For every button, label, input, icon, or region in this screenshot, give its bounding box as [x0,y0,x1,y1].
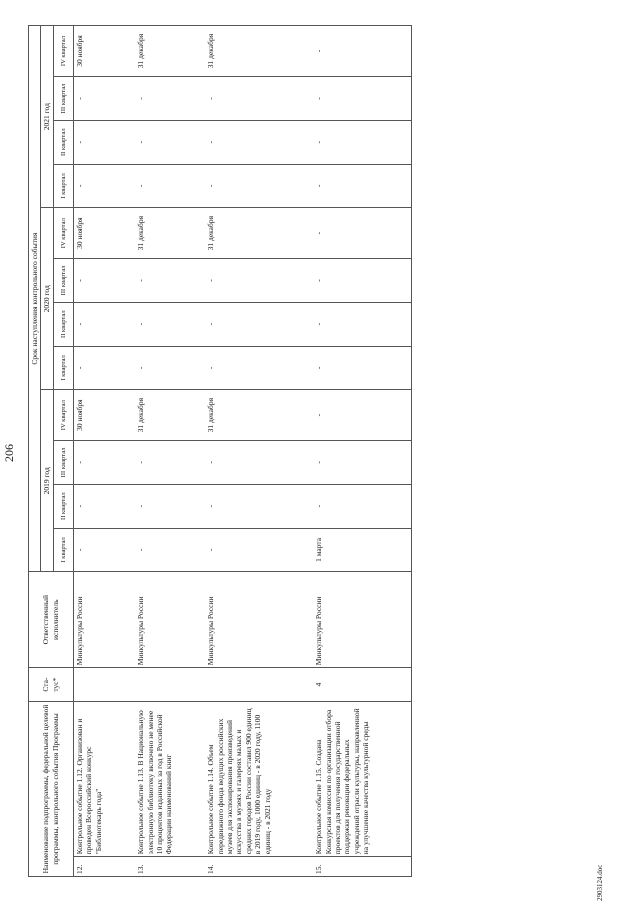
row-deadline-cell: - [205,441,313,485]
row-number: 14. [205,857,313,877]
table-row [205,26,313,877]
row-deadline-cell: - [135,302,205,346]
row-deadline-cell: - [135,346,205,390]
row-deadline-cell: 31 декабря [135,390,205,441]
row-deadline-cell: - [135,77,205,121]
row-status [135,668,205,702]
header-quarter: III квартал [53,259,73,303]
header-quarter: IV квартал [53,390,73,441]
header-year-2021: 2021 год [41,26,53,208]
row-deadline-cell: 30 ноября [73,390,135,441]
header-name: Наименование подпрограммы, федеральной целевой программы, контрольного события Программы [29,702,74,877]
header-quarter: IV квартал [53,208,73,259]
row-deadline-cell: - [205,77,313,121]
row-status: 4 [313,668,411,702]
row-deadline-cell: - [73,164,135,208]
row-deadline-cell: 1 марта [313,528,411,572]
header-year-2020: 2020 год [41,208,53,390]
header-quarter: I квартал [53,528,73,572]
row-responsible: Минкультуры России [73,572,135,668]
header-quarter: II квартал [53,302,73,346]
row-deadline-cell: - [313,164,411,208]
header-year-2019: 2019 год [41,390,53,572]
row-deadline-cell: - [73,346,135,390]
row-deadline-cell: - [313,77,411,121]
header-quarter: III квартал [53,77,73,121]
table-row [135,26,205,877]
row-responsible: Минкультуры России [313,572,411,668]
row-deadline-cell: - [313,26,411,77]
row-deadline-cell: 30 ноября [73,26,135,77]
row-deadline-cell: - [205,528,313,572]
row-deadline-cell: - [205,120,313,164]
row-deadline-cell: - [313,302,411,346]
footer-doc-id: 2903124.doc [596,864,604,901]
row-deadline-cell: - [205,259,313,303]
row-deadline-cell: 31 декабря [205,26,313,77]
row-deadline-cell: - [73,77,135,121]
row-deadline-cell: - [205,164,313,208]
row-deadline-cell: - [313,120,411,164]
row-deadline-cell: - [73,259,135,303]
control-events-table [28,25,412,877]
row-deadline-cell: - [73,120,135,164]
row-deadline-cell: - [313,346,411,390]
row-deadline-cell: - [313,484,411,528]
row-event-name: Контрольное событие 1.12. Организован и проведен Всероссийский конкурс "Библиотекарь года" [73,702,135,857]
row-deadline-cell: - [313,390,411,441]
row-deadline-cell: - [205,346,313,390]
row-deadline-cell: - [135,259,205,303]
row-deadline-cell: 31 декабря [135,26,205,77]
row-responsible: Минкультуры России [135,572,205,668]
row-event-name: Контрольное событие 1.13. В Национальную электронную библиотеку включено не менее 10 процентов изданных за год в Российской Федерации наименований книг [135,702,205,857]
header-quarter: III квартал [53,441,73,485]
row-deadline-cell: - [313,259,411,303]
row-event-name: Контрольное событие 1.14. Объем передвижного фонда ведущих российских музеев для экспонирования произведений искусства в музеях и галереях малых и средних городов России составил 900 единиц в 2019 году, 1000 единиц - в 2020 году, 1100 единиц - в 2021 году [205,702,313,857]
header-quarter: II квартал [53,484,73,528]
row-deadline-cell: 31 декабря [205,208,313,259]
row-deadline-cell: - [313,208,411,259]
header-responsible: Ответственный исполнитель [29,572,74,668]
row-deadline-cell: - [73,441,135,485]
header-deadline: Срок наступления контрольного события [29,26,41,572]
header-quarter: IV квартал [53,26,73,77]
row-deadline-cell: - [135,120,205,164]
page-number: 206 [2,444,16,462]
table-row [73,26,135,877]
header-quarter: I квартал [53,346,73,390]
row-deadline-cell: - [313,441,411,485]
header-status: Ста- тус* [29,668,74,702]
row-deadline-cell: - [205,302,313,346]
row-deadline-cell: - [73,528,135,572]
row-deadline-cell: - [135,164,205,208]
row-deadline-cell: - [135,528,205,572]
table-row [313,26,411,877]
row-deadline-cell: 31 декабря [205,390,313,441]
row-deadline-cell: - [205,484,313,528]
row-deadline-cell: - [135,441,205,485]
row-deadline-cell: - [73,302,135,346]
header-quarter: I квартал [53,164,73,208]
row-deadline-cell: - [73,484,135,528]
row-number: 15. [313,857,411,877]
row-status [205,668,313,702]
row-status [73,668,135,702]
row-number: 13. [135,857,205,877]
row-deadline-cell: - [135,484,205,528]
row-event-name: Контрольное событие 1.15. Создана Конкурсная комиссия по организации отбора проектов для получения государственной поддержки реновации федеральных учреждений отрасли культуры, направленной на улучшение качества культурной среды [313,702,411,857]
row-deadline-cell: 31 декабря [135,208,205,259]
header-quarter: II квартал [53,120,73,164]
row-responsible: Минкультуры России [205,572,313,668]
row-deadline-cell: 30 ноября [73,208,135,259]
row-number: 12. [73,857,135,877]
